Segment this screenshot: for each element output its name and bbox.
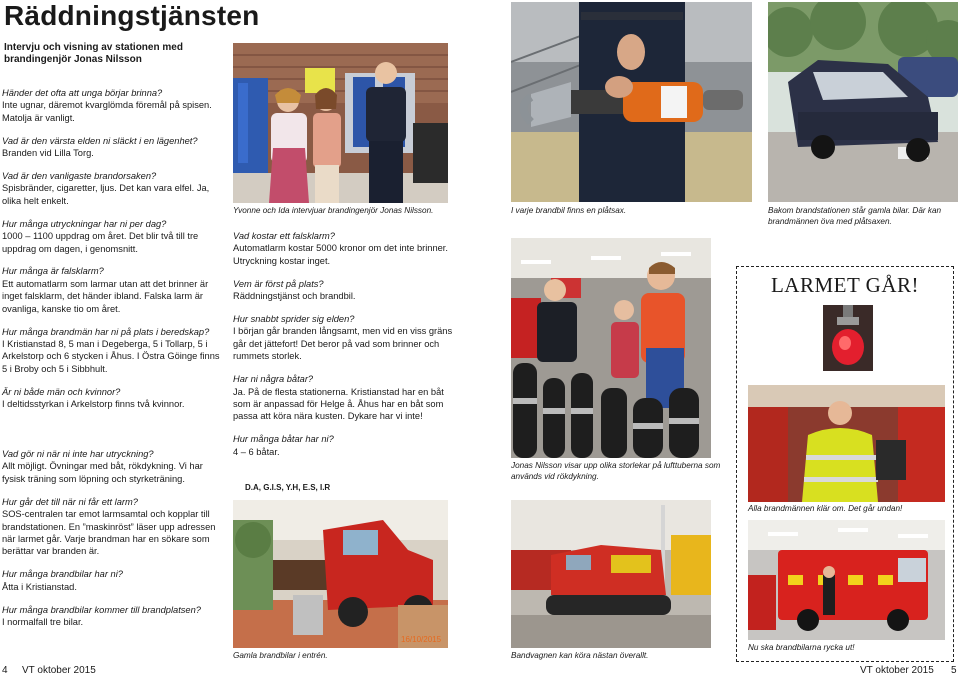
qa-block xyxy=(2,265,224,315)
footer-left-label: VT oktober 2015 xyxy=(22,665,96,676)
qa-question: Vad kostar ett falsklarm? xyxy=(233,231,335,241)
caption-rush: Nu ska brandbilarna rycka ut! xyxy=(748,643,855,652)
qa-question: Hur många är falsklarm? xyxy=(2,266,104,277)
qa-answer: 1000 – 1100 uppdrag om året. Det blir två till tre uppdrag om dagen, i genomsnitt. xyxy=(2,231,199,254)
qa-block xyxy=(233,313,453,363)
footer-right-label: VT oktober 2015 xyxy=(860,665,934,676)
qa-answer: Spisbränder, cigaretter, ljus. Det kan vara elfel. Ja, olika helt enkelt. xyxy=(2,183,210,206)
qa-block xyxy=(233,373,453,423)
photo-date-stamp: 16/10/2015 xyxy=(401,635,442,644)
qa-block xyxy=(2,170,224,207)
photo-band-vehicle xyxy=(511,500,711,648)
qa-block xyxy=(2,218,224,255)
qa-answer: Ja. På de flesta stationerna. Kristianstad har en båt som är anpassad för Helge å. Åhus har en båt som passa att köra nära kusten. Dykare har vi inte! xyxy=(233,386,444,422)
qa-block xyxy=(2,448,226,485)
qa-question: Vad gör ni när ni inte har utryckning? xyxy=(2,449,154,459)
photo-air-tanks xyxy=(511,238,711,458)
photo-interview xyxy=(233,43,448,203)
qa-answer: Branden vid Lilla Torg. xyxy=(2,148,94,159)
qa-question: Är ni både män och kvinnor? xyxy=(2,386,121,397)
qa-answer: 4 – 6 båtar. xyxy=(233,446,280,457)
qa-question: Hur går det till när ni får ett larm? xyxy=(2,496,138,507)
caption-old-fire-trucks: Gamla brandbilar i entrén. xyxy=(233,651,328,660)
qa-answer: Ett automatlarm som larmar utan att det brinner är inget falsklarm, det händer ibland. Falska larm är ovanliga, kanske tio om året. xyxy=(2,278,209,314)
qa-answer: Räddningstjänst och brandbil. xyxy=(233,291,356,302)
qa-column-left-lower xyxy=(2,448,226,639)
qa-question: Hur många brandmän har ni på plats i beredskap? xyxy=(2,326,210,337)
qa-block xyxy=(2,135,224,160)
qa-answer: Automatlarm kostar 5000 kronor om det inte brinner. Utryckning kostar inget. xyxy=(233,243,448,266)
footer-right-page: 5 xyxy=(951,665,957,676)
qa-question: Hur många brandbilar kommer till brandplatsen? xyxy=(2,604,201,615)
qa-answer: Åtta i Kristianstad. xyxy=(2,581,77,592)
photo-fireman-vest xyxy=(748,385,945,502)
qa-question: Har ni några båtar? xyxy=(233,374,314,385)
qa-answer: I deltidsstyrkan i Arkelstorp finns två kvinnor. xyxy=(2,399,185,410)
qa-block xyxy=(2,386,224,411)
caption-air-tanks: Jonas Nilsson visar upp olika storlekar på lufttuberna som används vid rökdykning. xyxy=(511,461,721,481)
photo-old-fire-trucks xyxy=(233,500,448,648)
qa-answer: Allt möjligt. Övningar med båt, rökdykning. Vi har fysisk träning som löpning och styrketräning. xyxy=(2,461,203,484)
qa-question: Vem är först på plats? xyxy=(233,278,324,289)
qa-answer: I Kristianstad 8, 5 man i Degeberga, 5 i Tollarp, 5 i Arkelstorp och 6 stycken i Åhus. I Östra Göinge finns 5 i Broby och 5 i Sibbhult. xyxy=(2,339,220,374)
caption-firemen: Alla brandmännen klär om. Det går undan! xyxy=(748,504,903,513)
page-title: Räddningstjänsten xyxy=(4,0,260,31)
caption-interview: Yvonne och Ida intervjuar brandingenjör Jonas Nilsson. xyxy=(233,206,434,215)
qa-answer: I normalfall tre bilar. xyxy=(2,616,84,627)
qa-block xyxy=(2,604,226,629)
qa-block xyxy=(233,230,453,267)
qa-answer: I början går branden långsamt, men vid en viss gräns går det jättefort! Det beror på vad som brinner och rummets storlek. xyxy=(233,326,453,362)
caption-band-vehicle: Bandvagnen kan köra nästan överallt. xyxy=(511,651,649,660)
photo-cutter xyxy=(511,2,752,202)
qa-question: Hur många båtar har ni? xyxy=(233,434,334,445)
qa-block xyxy=(233,278,453,303)
qa-block xyxy=(2,496,226,558)
caption-cutter: I varje brandbil finns en plåtsax. xyxy=(511,206,627,215)
qa-column-middle xyxy=(233,230,453,469)
qa-block xyxy=(2,326,224,376)
qa-question: Vad är den vanligaste brandorsaken? xyxy=(2,171,157,182)
qa-question: Hur många brandbilar har ni? xyxy=(2,569,123,580)
qa-block xyxy=(2,568,226,593)
larmet-title: LARMET GÅR! xyxy=(770,273,920,297)
qa-question: Hur snabbt sprider sig elden? xyxy=(233,314,355,325)
qa-question: Händer det ofta att unga börjar brinna? xyxy=(2,88,163,98)
photo-alarm-light xyxy=(823,305,873,371)
qa-block xyxy=(233,433,453,458)
photo-old-cars xyxy=(768,2,958,202)
photo-fire-trucks-rush xyxy=(748,520,945,640)
qa-answer: SOS-centralen tar emot larmsamtal och kopplar till brandstationen. En ”maskinröst” läser upp adressen när larmet går. Varje brandman har en sökare som berättar var branden är. xyxy=(2,509,216,557)
qa-block xyxy=(2,87,224,124)
qa-answer: Inte ugnar, däremot kvarglömda föremål på spisen. Matolja är vanligt. xyxy=(2,100,212,123)
qa-question: Hur många utryckningar har ni per dag? xyxy=(2,218,167,229)
caption-old-cars: Bakom brandstationen står gamla bilar. Där kan brandmännen öva med plåtsaxen. xyxy=(768,206,942,226)
intro-text: Intervju och visning av stationen med brandingenjör Jonas Nilsson xyxy=(4,42,183,65)
author-signature: D.A, G.I.S, Y.H, E.S, I.R xyxy=(245,483,331,492)
qa-question: Vad är den värsta elden ni släckt i en lägenhet? xyxy=(2,135,198,146)
qa-column-left xyxy=(2,87,224,421)
footer-left-page: 4 xyxy=(2,665,8,676)
